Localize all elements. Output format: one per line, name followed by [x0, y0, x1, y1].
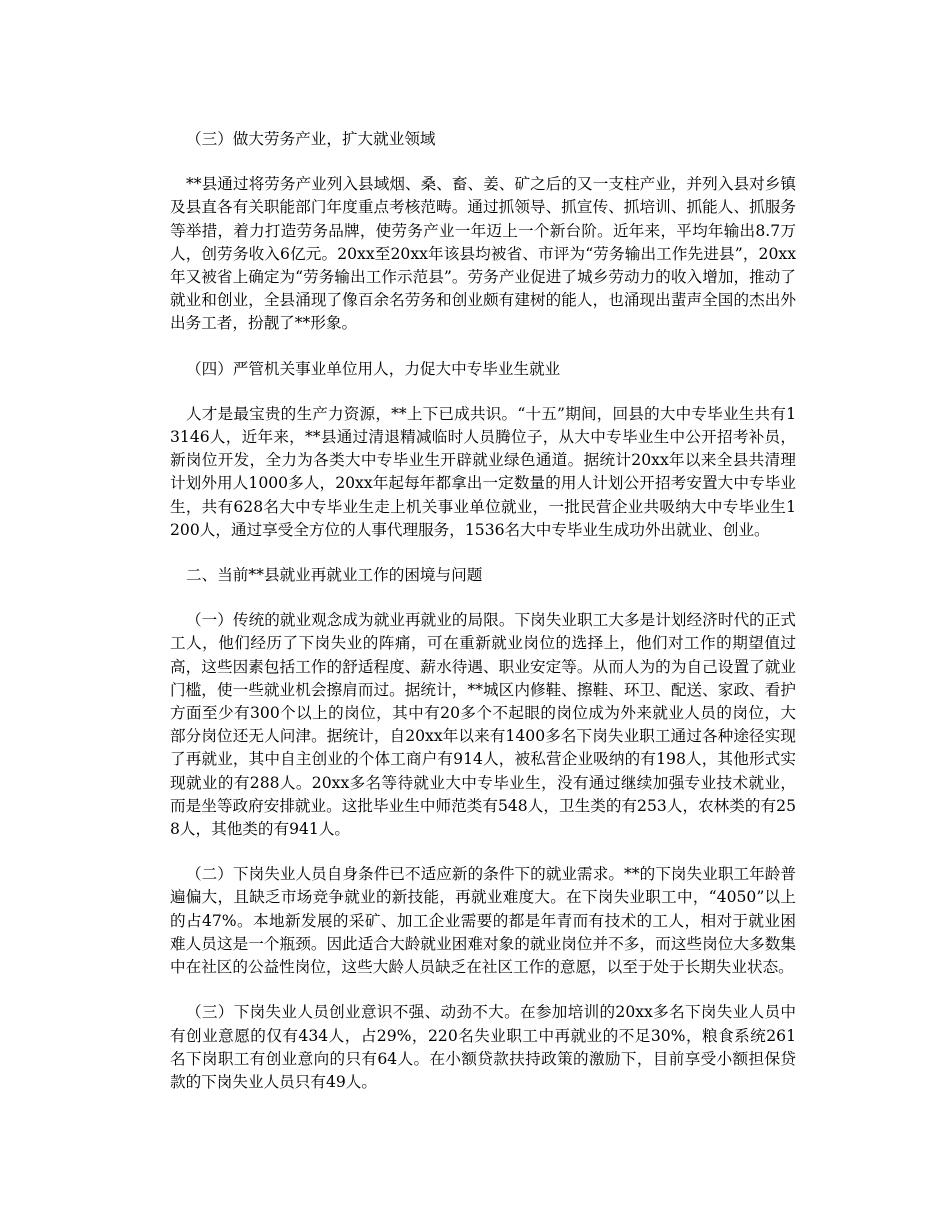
section-heading-3-labor-industry: （三）做大劳务产业，扩大就业领域 — [186, 130, 436, 148]
paragraph-traditional-concepts: （一）传统的就业观念成为就业再就业的局限。下岗失业职工大多是计划经济时代的正式工人，他们经历了下岗失业的阵痛，可在重新就业岗位的选择上，他们对工作的期望值过高，这些因素包括工作的舒适程度、薪水待遇、职业安定等。从而人为的为自己设置了就业门槛，使一些就业机会擦肩而过。据统计，**城区内修鞋、擦鞋、环卫、配送、家政、看护方面至少有300个以上的岗位，其中有20多个不起眼的岗位成为外来就业人员的岗位，大部分岗位还无人问津。据统计，自20xx年以来有1400多名下岗失业职工通过各种途径实现了再就业，其中自主创业的个体工商户有914人，被私营企业吸纳的有198人，其他形式实现就业的有288人。20xx多名等待就业大中专毕业生，没有通过继续加强专业技术就业，而是坐等政府安排就业。这批毕业生中师范类有548人，卫生类的有253人，农林类的有258人，其他类的有941人。 — [170, 611, 796, 839]
document-body — [170, 128, 796, 1116]
paragraph-graduates: 人才是最宝贵的生产力资源，**上下已成共识。“十五”期间，回县的大中专毕业生共有13146人，近年来，**县通过清退精减临时人员腾位子，从大中专毕业生中公开招考补员，新岗位开发，全力为各类大中专毕业生开辟就业绿色通道。据统计20xx年以来全县共清理计划外用人1000多人，20xx年起每年都拿出一定数量的用人计划公开招考安置大中专毕业生，共有628名大中专毕业生走上机关事业单位就业，一批民营企业共吸纳大中专毕业生1200人，通过享受全方位的人事代理服务，1536名大中专毕业生成功外出就业、创业。 — [170, 404, 796, 539]
paragraph-entrepreneurship: （三）下岗失业人员创业意识不强、动劲不大。在参加培训的20xx多名下岗失业人员中有创业意愿的仅有434人，占29%，220名失业职工中再就业的不足30%，粮食系统261名下岗职工有创业意向的只有64人。在小额贷款扶持政策的激励下，目前享受小额担保贷款的下岗失业人员只有49人。 — [170, 1003, 796, 1091]
paragraph-labor-industry: **县通过将劳务产业列入县域烟、桑、畜、姜、矿之后的又一支柱产业，并列入县对乡镇及县直各有关职能部门年度重点考核范畴。通过抓领导、抓宣传、抓培训、抓能人、抓服务等举措，着力打造劳务品牌，使劳务产业一年迈上一个新台阶。近年来，平均年输出8.7万人，创劳务收入6亿元。20xx至20xx年该县均被省、市评为“劳务输出工作先进县”，20xx年又被省上确定为“劳务输出工作示范县”。劳务产业促进了城乡劳动力的收入增加，推动了就业和创业，全县涌现了像百余名劳务和创业颇有建树的能人，也涌现出蜚声全国的杰出外出务工者，扮靓了**形象。 — [170, 175, 796, 333]
section-heading-4-graduates: （四）严管机关事业单位用人，力促大中专毕业生就业 — [186, 359, 561, 378]
section-heading-2-difficulties: 二、当前**县就业再就业工作的困境与问题 — [186, 566, 483, 585]
paragraph-personal-conditions: （二）下岗失业人员自身条件已不适应新的条件下的就业需求。**的下岗失业职工年龄普遍偏大，且缺乏市场竞争就业的新技能，再就业难度大。在下岗失业职工中，“4050”以上的占47%。本地新发展的采矿、加工企业需要的都是年青而有技术的工人，相对于就业困难人员这是一个瓶颈。因此适合大龄就业困难对象的就业岗位并不多，而这些岗位大多数集中在社区的公益性岗位，这些大龄人员缺乏在社区工作的意愿，以至于处于长期失业状态。 — [170, 865, 796, 977]
